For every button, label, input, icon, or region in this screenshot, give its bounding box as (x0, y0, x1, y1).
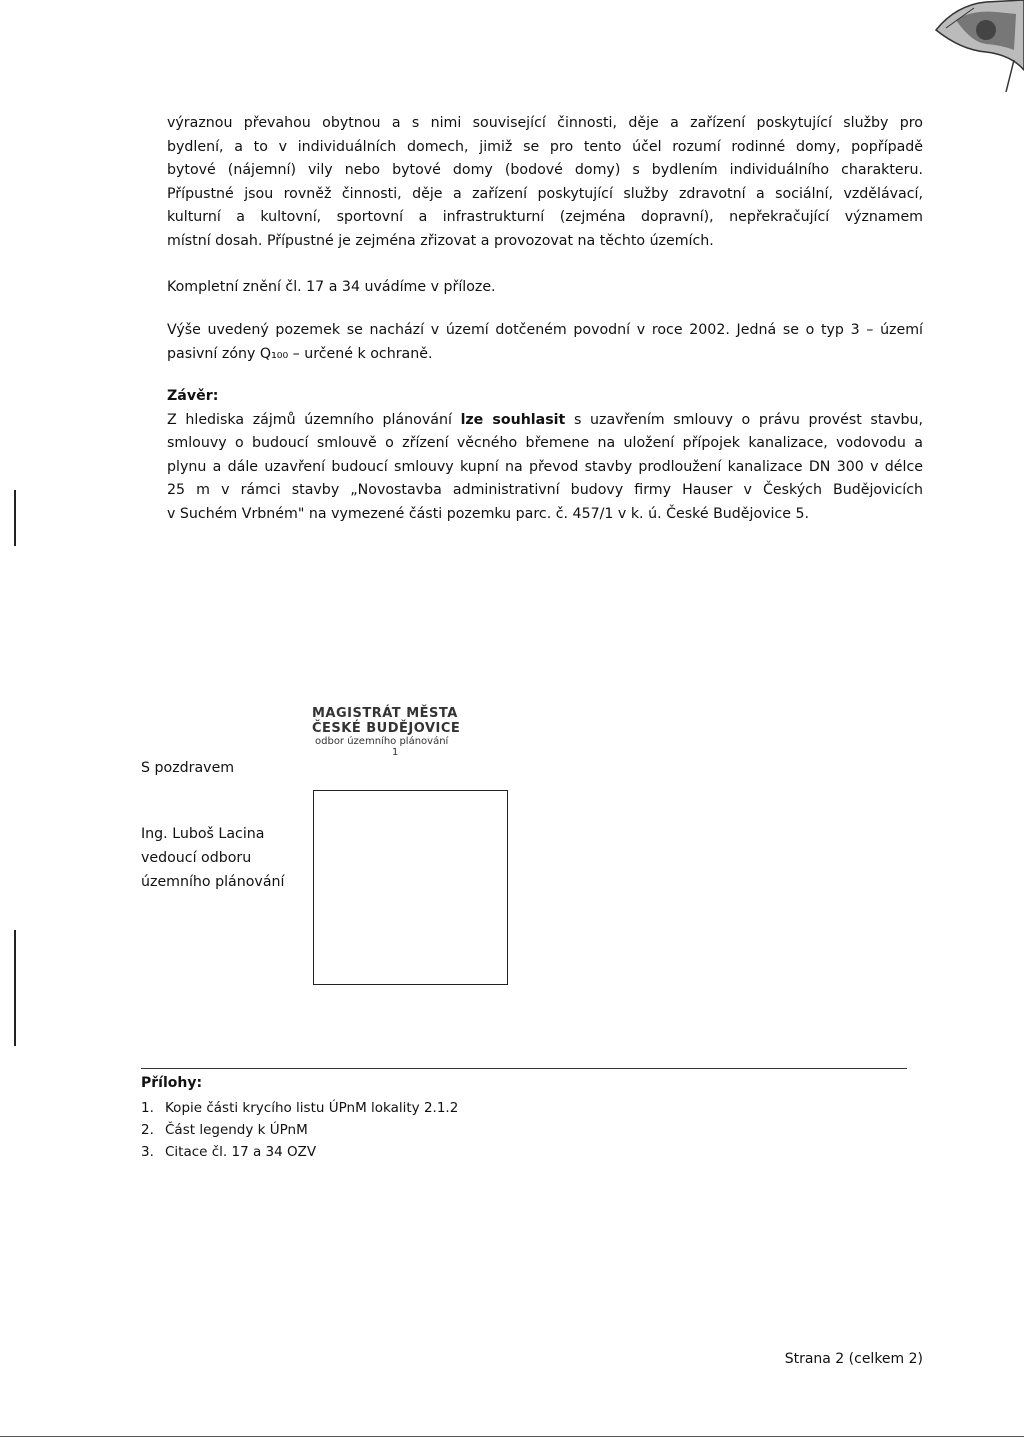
item-number: 2. (141, 1122, 154, 1138)
conclusion-lead: Z hlediska zájmů územního plánování (167, 411, 461, 428)
item-text: Část legendy k ÚPnM (165, 1122, 308, 1138)
signatory-role: vedoucí odboru (141, 850, 252, 866)
list-item (141, 1119, 458, 1141)
text-line: smlouvy o budoucí smlouvě o zřízení věcného břemene na uložení přípojek kanalizace, vodovodu a (167, 435, 923, 451)
item-number: 3. (141, 1144, 154, 1160)
paragraph-usage-description (167, 112, 923, 253)
text-line: bydlení, a to v individuálních domech, jimiž se pro tento účel rozumí rodinné domy, popřípadě (167, 138, 923, 155)
coat-of-arms-icon (916, 0, 1024, 96)
official-stamp (312, 706, 512, 758)
text-line: pasivní zóny Q₁₀₀ – určené k ochraně. (167, 345, 433, 362)
text-line: bytové (nájemní) vily nebo bytové domy (bodové domy) s bydlením individuálního charakteru. (167, 162, 923, 178)
greeting: S pozdravem (141, 760, 235, 776)
scan-edge-mark (14, 930, 16, 1046)
list-item (141, 1141, 458, 1163)
text-line: v Suchém Vrbném" na vymezené části pozemku parc. č. 457/1 v k. ú. České Budějovice 5. (167, 505, 810, 522)
item-text: Citace čl. 17 a 34 OZV (165, 1144, 317, 1160)
stamp-line: ČESKÉ BUDĚJOVICE (312, 721, 461, 736)
conclusion-line1-rest: s uzavřením smlouvy o právu provést stavbu, (565, 411, 923, 428)
text-line: místní dosah. Přípustné je zejména zřizovat a provozovat na těchto územích. (167, 232, 714, 249)
text-line: 25 m v rámci stavby „Novostavba administrativní budovy firmy Hauser v Českých Budějovicích (167, 482, 923, 498)
conclusion-heading: Závěr: (167, 388, 219, 404)
conclusion-section (167, 385, 923, 526)
item-number: 1. (141, 1100, 154, 1116)
paragraph-flood-zone (167, 319, 923, 366)
page-number: Strana 2 (celkem 2) (784, 1351, 923, 1367)
conclusion-verdict: lze souhlasit (460, 411, 566, 428)
attachments-divider (141, 1068, 907, 1069)
text-line: Kompletní znění čl. 17 a 34 uvádíme v příloze. (167, 279, 496, 295)
paragraph-full-text-note (167, 276, 923, 300)
stamp-line: odbor územního plánování (315, 736, 449, 747)
attachments-heading: Přílohy: (141, 1075, 203, 1091)
text-line: plynu a dále uzavření budoucí smlouvy kupní na převod stavby prodloužení kanalizace DN 300 v délce (167, 458, 923, 475)
text-line: Přípustné jsou rovněž činnosti, děje a zařízení poskytující služby zdravotní a sociální, vzdělávací, (167, 185, 923, 202)
stamp-number: 1 (392, 747, 399, 758)
text-line: Výše uvedený pozemek se nachází v území dotčeném povodní v roce 2002. Jedná se o typ 3 – území (167, 322, 923, 338)
list-item (141, 1097, 458, 1119)
scan-edge-mark (14, 490, 16, 546)
item-text: Kopie části krycího listu ÚPnM lokality 2.1.2 (165, 1100, 459, 1116)
attachments-list (141, 1097, 458, 1163)
signatory-name: Ing. Luboš Lacina (141, 826, 265, 842)
text-line: kulturní a kultovní, sportovní a infrastrukturní (zejména dopravní), nepřekračující významem (167, 209, 923, 225)
scan-bottom-edge (0, 1436, 1024, 1437)
signatory-department: územního plánování (141, 874, 285, 890)
text-line: výraznou převahou obytnou a s nimi související činnosti, děje a zařízení poskytující služby pro (167, 115, 923, 131)
signature-area (313, 790, 508, 985)
stamp-line: MAGISTRÁT MĚSTA (312, 706, 458, 721)
text-line (167, 409, 923, 433)
